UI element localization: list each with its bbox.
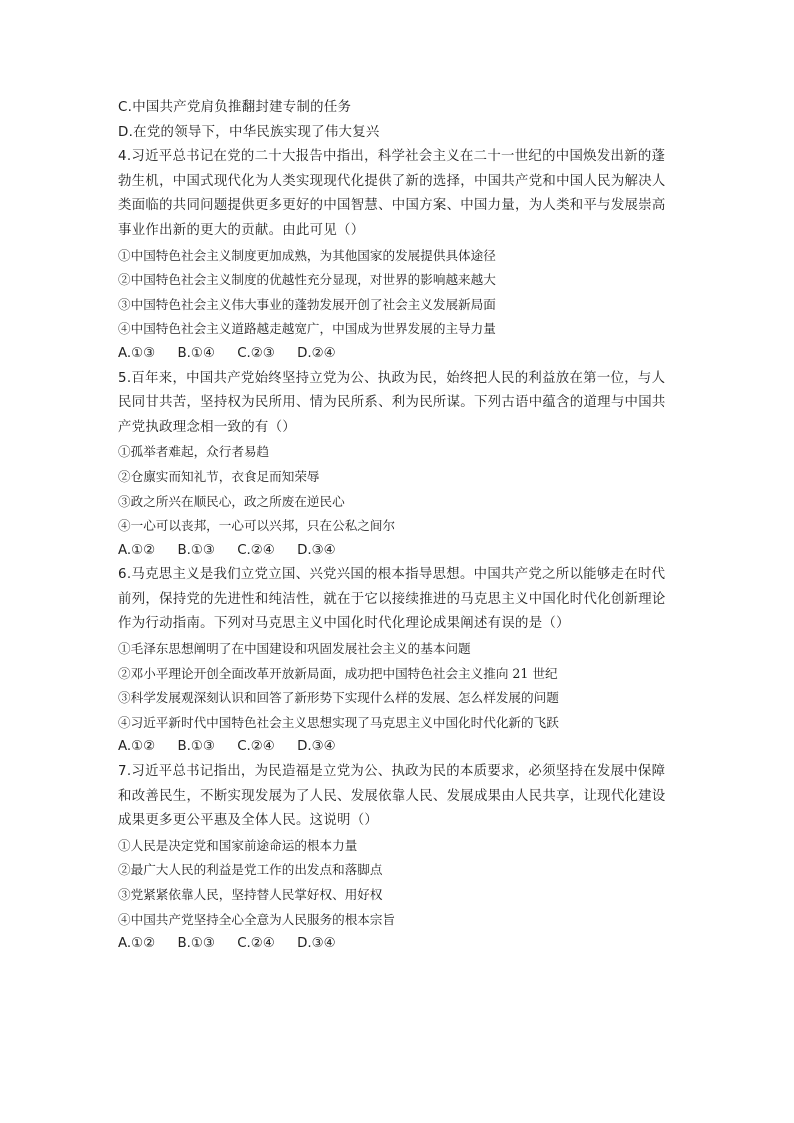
answer-d: D.③④: [297, 542, 336, 558]
statement-1: ①毛泽东思想阐明了在中国建设和巩固发展社会主义的基本问题: [118, 641, 471, 657]
answer-b: B.①③: [177, 936, 215, 952]
answer-b: B.①③: [177, 542, 215, 558]
question-4: [118, 145, 680, 366]
option-c: C.中国共产党肩负推翻封建专制的任务: [118, 100, 352, 115]
statement-3: ③科学发展观深刻认识和回答了新形势下实现什么样的发展、怎么样发展的问题: [118, 690, 559, 706]
answer-c: C.②④: [237, 936, 275, 952]
answer-c: C.②④: [237, 542, 275, 558]
statement-4: ④一心可以丧邦，一心可以兴邦，只在公私之间尔: [118, 518, 396, 534]
question-stem-line: 4.习近平总书记在党的二十大报告中指出，科学社会主义在二十一世纪的中国焕发出新的蓬: [118, 149, 666, 165]
answer-choices: [118, 342, 680, 367]
question-stem-line: 民同甘共苦，坚持权为民所用、情为民所系、利为民所谋。下列古语中蕴含的道理与中国共: [118, 395, 666, 411]
question-stem-line: 勃生机，中国式现代化为人类实现现代化提供了新的选择，中国共产党和中国人民为解决人: [118, 173, 666, 189]
statement-1: ①孤举者难起，众行者易趋: [118, 444, 270, 460]
question-stem-line: 5.百年来，中国共产党始终坚持立党为公、执政为民，始终把人民的利益放在第一位，与人: [118, 370, 666, 386]
question-stem-line: 产党执政理念相一致的有（）: [118, 419, 296, 435]
carryover-options: [118, 96, 680, 145]
statement-4: ④习近平新时代中国特色社会主义思想实现了马克思主义中国化时代化新的飞跃: [118, 714, 559, 730]
answer-a: A.①②: [118, 542, 156, 558]
answer-c: C.②③: [237, 345, 275, 361]
answer-a: A.①③: [118, 345, 156, 361]
answer-a: A.①②: [118, 739, 156, 755]
question-stem-line: 事业作出新的更大的贡献。由此可见（）: [118, 222, 365, 238]
statement-2: ②中国特色社会主义制度的优越性充分显现，对世界的影响越来越大: [118, 272, 496, 288]
statement-2: ②邓小平理论开创全面改革开放新局面，成功把中国特色社会主义推向 21 世纪: [118, 665, 558, 681]
answer-choices: [118, 539, 680, 564]
statement-4: ④中国特色社会主义道路越走越宽广，中国成为世界发展的主导力量: [118, 321, 496, 337]
statement-2: ②仓廪实而知礼节，衣食足而知荣辱: [118, 468, 320, 484]
question-stem-line: 和改善民生，不断实现发展为了人民、发展依靠人民、发展成果由人民共享，让现代化建设: [118, 788, 666, 804]
answer-d: D.③④: [297, 739, 336, 755]
answer-choices: [118, 735, 680, 760]
question-stem-line: 成果更多更公平惠及全体人民。这说明（）: [118, 813, 379, 829]
question-6: [118, 563, 680, 760]
statement-1: ①中国特色社会主义制度更加成熟，为其他国家的发展提供具体途径: [118, 247, 496, 263]
statement-3: ③政之所兴在顺民心，政之所废在逆民心: [118, 493, 345, 509]
answer-b: B.①③: [177, 739, 215, 755]
question-7: [118, 760, 680, 957]
answer-d: D.③④: [297, 936, 336, 952]
option-d: D.在党的领导下，中华民族实现了伟大复兴: [118, 124, 380, 140]
answer-a: A.①②: [118, 936, 156, 952]
question-5: [118, 367, 680, 564]
question-stem-line: 前列，保持党的先进性和纯洁性，就在于它以接续推进的马克思主义中国化时代化创新理论: [118, 591, 666, 607]
exam-page: [118, 96, 680, 957]
question-stem-line: 6.马克思主义是我们立党立国、兴党兴国的根本指导思想。中国共产党之所以能够走在时代: [118, 567, 666, 583]
statement-3: ③中国特色社会主义伟大事业的蓬勃发展开创了社会主义发展新局面: [118, 296, 496, 312]
statement-1: ①人民是决定党和国家前途命运的根本力量: [118, 837, 358, 853]
answer-c: C.②④: [237, 739, 275, 755]
statement-2: ②最广大人民的利益是党工作的出发点和落脚点: [118, 862, 383, 878]
statement-4: ④中国共产党坚持全心全意为人民服务的根本宗旨: [118, 911, 396, 927]
question-stem-line: 类面临的共同问题提供更多更好的中国智慧、中国方案、中国力量，为人类和平与发展崇高: [118, 198, 666, 214]
question-stem-line: 作为行动指南。下列对马克思主义中国化时代化理论成果阐述有误的是（）: [118, 616, 570, 632]
statement-3: ③党紧紧依靠人民，坚持替人民掌好权、用好权: [118, 887, 383, 902]
answer-d: D.②④: [297, 345, 336, 361]
answer-b: B.①④: [177, 345, 215, 361]
answer-choices: [118, 932, 680, 957]
question-stem-line: 7.习近平总书记指出，为民造福是立党为公、执政为民的本质要求，必须坚持在发展中保障: [118, 764, 666, 780]
